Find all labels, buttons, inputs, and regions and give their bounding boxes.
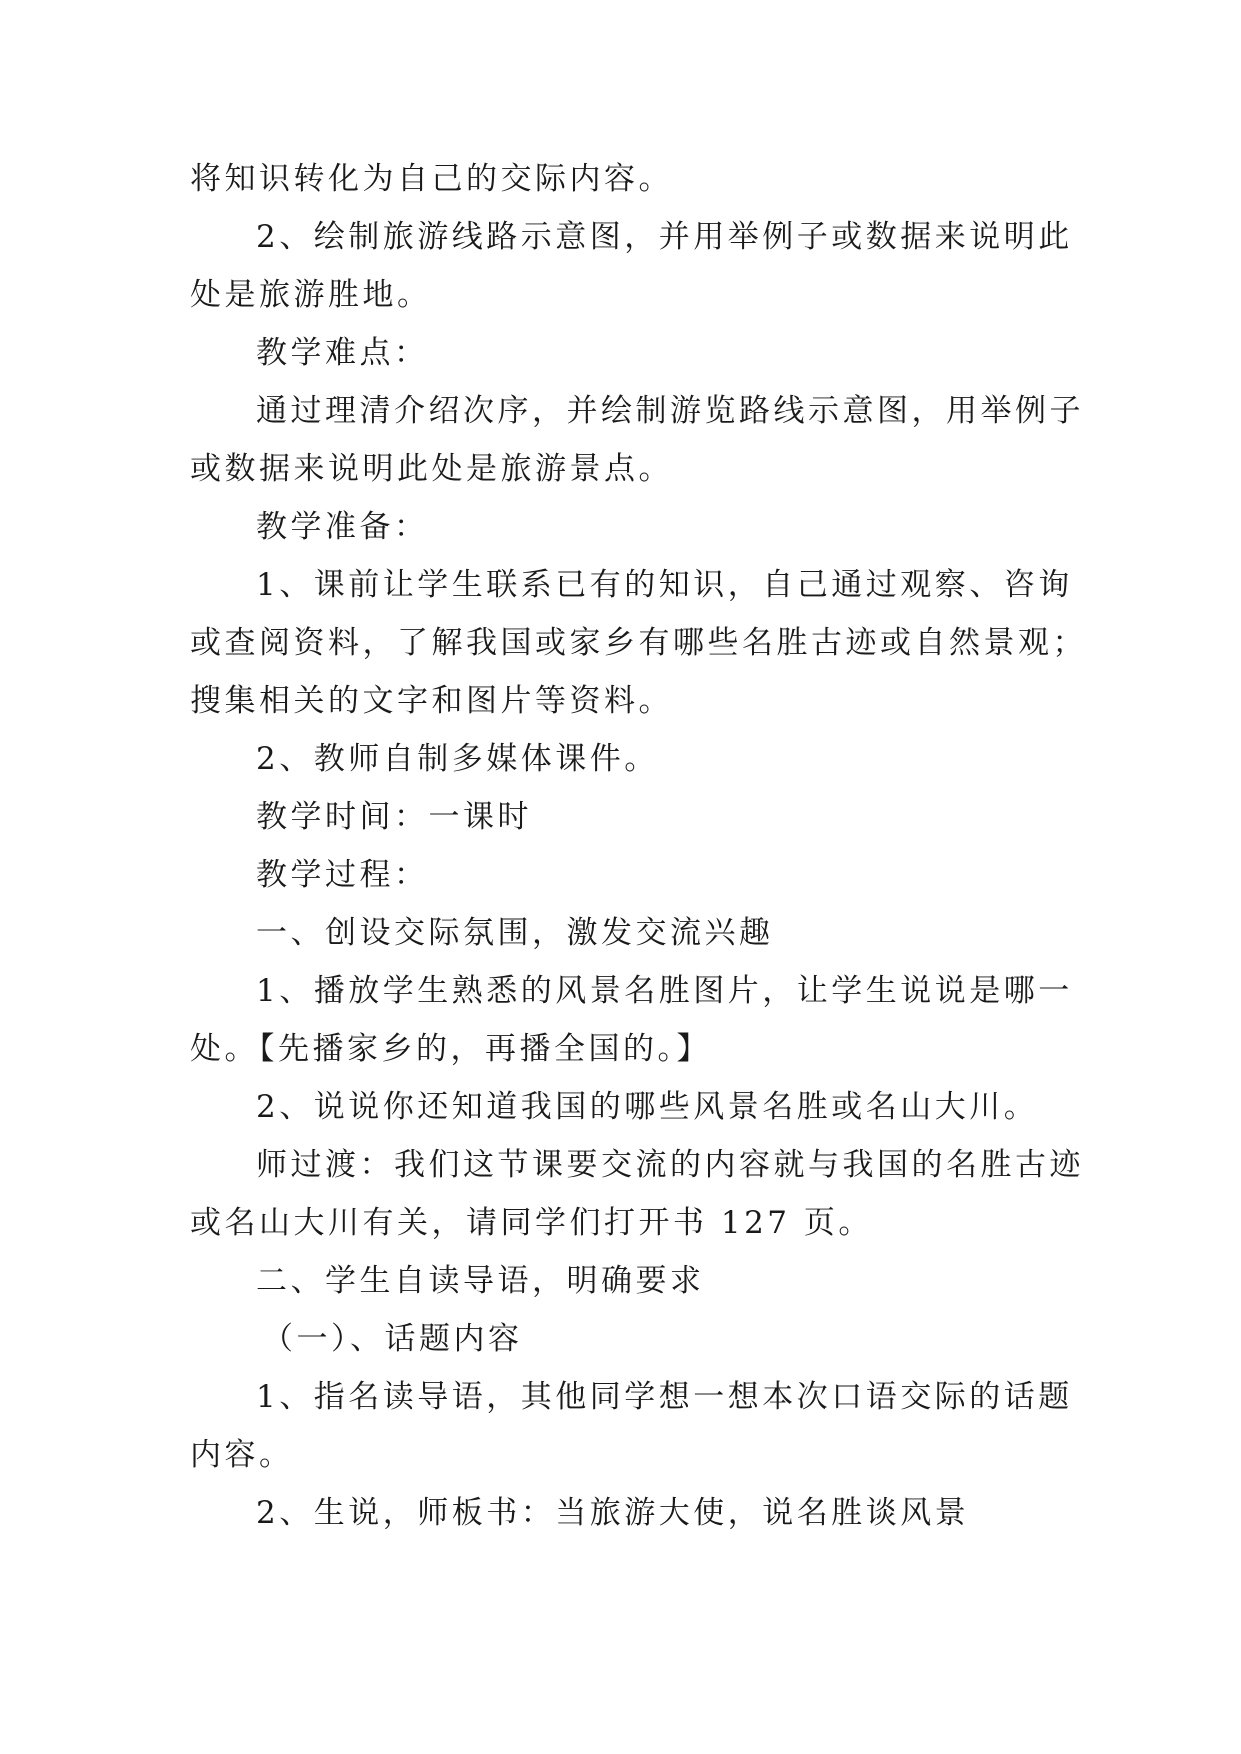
text-line: 搜集相关的文字和图片等资料。 bbox=[190, 683, 673, 719]
document-body bbox=[190, 150, 1087, 1542]
section-heading: 二、学生自读导语，明确要求 bbox=[256, 1263, 705, 1299]
text-line: 2、说说你还知道我国的哪些风景名胜或名山大川。 bbox=[256, 1089, 1039, 1125]
section-heading: 一、创设交际氛围，激发交流兴趣 bbox=[256, 915, 774, 951]
section-heading: （一）、话题内容 bbox=[262, 1321, 523, 1357]
text-line: 处。【先播家乡的，再播全国的。】 bbox=[190, 1031, 711, 1067]
section-heading: 教学难点： bbox=[256, 335, 429, 371]
section-heading: 教学准备： bbox=[256, 509, 429, 545]
text-line: 2、绘制旅游线路示意图，并用举例子或数据来说明此 bbox=[256, 219, 1073, 255]
text-line: 师过渡：我们这节课要交流的内容就与我国的名胜古迹 bbox=[256, 1147, 1084, 1183]
text-line: 或查阅资料，了解我国或家乡有哪些名胜古迹或自然景观； bbox=[190, 625, 1087, 661]
text-line: 内容。 bbox=[190, 1437, 294, 1473]
text-line: 1、播放学生熟悉的风景名胜图片，让学生说说是哪一 bbox=[256, 973, 1073, 1009]
text-line: 或数据来说明此处是旅游景点。 bbox=[190, 451, 673, 487]
text-line: 或名山大川有关，请同学们打开书 127 页。 bbox=[190, 1205, 873, 1241]
text-line: 通过理清介绍次序，并绘制游览路线示意图，用举例子 bbox=[256, 393, 1084, 429]
section-heading: 教学过程： bbox=[256, 857, 429, 893]
text-line: 1、课前让学生联系已有的知识，自己通过观察、咨询 bbox=[256, 567, 1073, 603]
text-line: 2、教师自制多媒体课件。 bbox=[256, 741, 659, 777]
text-line: 1、指名读导语，其他同学想一想本次口语交际的话题 bbox=[256, 1379, 1073, 1415]
text-line: 2、生说，师板书：当旅游大使，说名胜谈风景 bbox=[256, 1495, 970, 1531]
text-line: 将知识转化为自己的交际内容。 bbox=[190, 161, 673, 197]
section-heading: 教学时间：一课时 bbox=[256, 799, 532, 835]
text-line: 处是旅游胜地。 bbox=[190, 277, 432, 313]
